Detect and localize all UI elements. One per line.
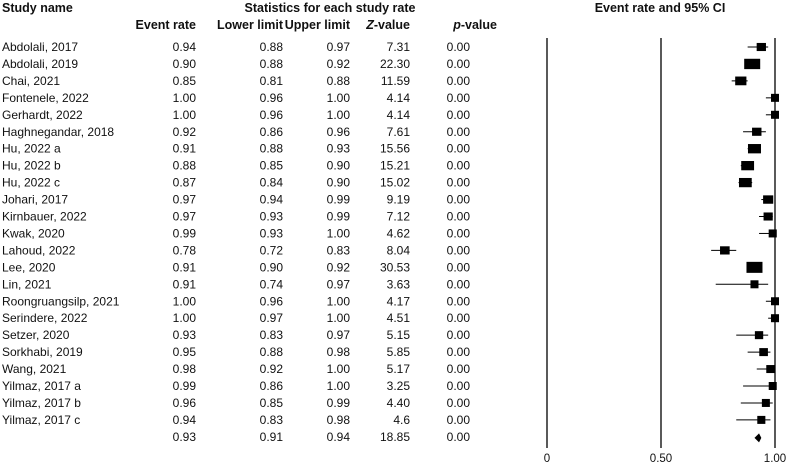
study-name: Kirnbauer, 2022 — [2, 209, 87, 224]
event-rate-cell: 0.91 — [172, 277, 196, 292]
upper-limit-cell: 0.92 — [326, 260, 350, 275]
upper-limit-cell: 0.97 — [326, 40, 350, 54]
z-value-cell: 4.6 — [393, 412, 410, 427]
event-rate-cell: 0.96 — [172, 395, 196, 410]
study-name: Abdolali, 2019 — [2, 56, 79, 71]
header-p-letter: p — [453, 18, 461, 32]
lower-limit-cell: 0.84 — [259, 175, 283, 190]
z-value-cell: 4.14 — [386, 107, 410, 122]
lower-limit-cell: 0.94 — [259, 192, 283, 207]
upper-limit-cell: 0.83 — [326, 243, 350, 258]
effect-marker — [771, 314, 779, 322]
z-value-cell: 4.40 — [386, 395, 410, 410]
effect-marker — [759, 348, 768, 356]
p-value-cell: 0.00 — [446, 141, 470, 156]
lower-limit-cell: 0.83 — [259, 328, 283, 343]
effect-marker — [771, 94, 779, 102]
z-value-cell: 30.53 — [379, 260, 410, 275]
lower-limit-cell: 0.88 — [259, 40, 283, 54]
lower-limit-cell: 0.83 — [259, 412, 283, 427]
upper-limit-cell: 1.00 — [326, 107, 350, 122]
lower-limit-cell: 0.92 — [259, 362, 283, 377]
upper-limit-cell: 1.00 — [326, 90, 350, 105]
lower-limit-cell: 0.90 — [259, 260, 283, 275]
z-value-cell: 15.56 — [379, 141, 410, 156]
z-value-cell: 9.19 — [386, 192, 410, 207]
lower-limit-cell: 0.91 — [259, 429, 283, 444]
upper-limit-cell: 1.00 — [326, 294, 350, 309]
upper-limit-cell: 0.99 — [326, 209, 350, 224]
p-value-cell: 0.00 — [446, 243, 470, 258]
event-rate-cell: 0.85 — [172, 73, 196, 88]
p-value-cell: 0.00 — [446, 124, 470, 139]
study-name: Chai, 2021 — [2, 73, 61, 88]
lower-limit-cell: 0.88 — [259, 56, 283, 71]
study-name: Haghnegandar, 2018 — [2, 124, 115, 139]
z-value-cell: 15.21 — [379, 158, 410, 173]
header-p-suffix: -value — [460, 18, 497, 32]
event-rate-cell: 0.94 — [172, 40, 196, 54]
p-value-cell: 0.00 — [446, 328, 470, 343]
effect-marker — [769, 229, 777, 237]
upper-limit-cell: 0.96 — [326, 124, 350, 139]
upper-limit-cell: 1.00 — [326, 379, 350, 393]
study-name: Wang, 2021 — [2, 362, 67, 377]
effect-marker — [771, 111, 779, 119]
p-value-cell: 0.00 — [446, 40, 470, 54]
study-name: Roongruangsilp, 2021 — [2, 294, 120, 309]
x-tick-label: 1.00 — [763, 453, 786, 465]
upper-limit-cell: 1.00 — [326, 226, 350, 241]
effect-marker — [739, 178, 752, 187]
p-value-cell: 0.00 — [446, 107, 470, 122]
z-value-cell: 22.30 — [379, 56, 410, 71]
effect-marker — [762, 399, 770, 407]
upper-limit-cell: 0.90 — [326, 175, 350, 190]
p-value-cell: 0.00 — [446, 429, 470, 444]
upper-limit-cell: 0.98 — [326, 345, 350, 360]
effect-marker — [748, 144, 761, 153]
p-value-cell: 0.00 — [446, 192, 470, 207]
upper-limit-cell: 0.90 — [326, 158, 350, 173]
lower-limit-cell: 0.96 — [259, 90, 283, 105]
upper-limit-cell: 0.99 — [326, 395, 350, 410]
summary-diamond — [754, 433, 761, 442]
study-name: Fontenele, 2022 — [2, 90, 89, 105]
event-rate-cell: 1.00 — [172, 107, 196, 122]
z-value-cell: 3.63 — [386, 277, 410, 292]
header-z-letter: Z — [366, 18, 374, 32]
upper-limit-cell: 0.98 — [326, 412, 350, 427]
p-value-cell: 0.00 — [446, 379, 470, 393]
header-p-value — [452, 18, 497, 32]
effect-marker — [771, 297, 779, 305]
z-value-cell: 4.17 — [386, 294, 410, 309]
z-value-cell: 15.02 — [379, 175, 410, 190]
header-upper-limit: Upper limit — [284, 18, 350, 32]
effect-marker — [720, 246, 730, 254]
p-value-cell: 0.00 — [446, 345, 470, 360]
study-name: Hu, 2022 c — [2, 175, 61, 190]
lower-limit-cell: 0.96 — [259, 294, 283, 309]
effect-marker — [744, 59, 760, 69]
lower-limit-cell: 0.97 — [259, 311, 283, 326]
header-z-suffix: -value — [373, 18, 410, 32]
p-value-cell: 0.00 — [446, 73, 470, 88]
z-value-cell: 4.51 — [386, 311, 410, 326]
event-rate-cell: 1.00 — [172, 311, 196, 326]
effect-marker — [735, 77, 746, 86]
p-value-cell: 0.00 — [446, 412, 470, 427]
study-name: Hu, 2022 b — [2, 158, 61, 173]
header-lower-limit: Lower limit — [217, 18, 283, 32]
event-rate-cell: 0.95 — [172, 345, 196, 360]
upper-limit-cell: 1.00 — [326, 311, 350, 326]
effect-marker — [764, 212, 773, 220]
effect-marker — [757, 416, 765, 424]
effect-marker — [750, 280, 758, 288]
p-value-cell: 0.00 — [446, 56, 470, 71]
study-rows — [2, 40, 779, 444]
z-value-cell: 7.12 — [386, 209, 410, 224]
study-name: Lee, 2020 — [2, 260, 56, 275]
effect-marker — [755, 331, 763, 339]
p-value-cell: 0.00 — [446, 226, 470, 241]
header-study-name: Study name — [2, 1, 73, 15]
effect-marker — [769, 382, 777, 390]
upper-limit-cell: 0.93 — [326, 141, 350, 156]
z-value-cell: 8.04 — [386, 243, 410, 258]
z-value-cell: 4.14 — [386, 90, 410, 105]
p-value-cell: 0.00 — [446, 209, 470, 224]
z-value-cell: 4.62 — [386, 226, 410, 241]
event-rate-cell: 0.90 — [172, 56, 196, 71]
effect-marker — [763, 195, 773, 203]
study-name: Setzer, 2020 — [2, 328, 70, 343]
lower-limit-cell: 0.88 — [259, 141, 283, 156]
lower-limit-cell: 0.96 — [259, 107, 283, 122]
event-rate-cell: 0.97 — [172, 192, 196, 207]
z-value-cell: 5.17 — [386, 362, 410, 377]
p-value-cell: 0.00 — [446, 277, 470, 292]
z-value-cell: 18.85 — [379, 429, 410, 444]
p-value-cell: 0.00 — [446, 395, 470, 410]
upper-limit-cell: 0.97 — [326, 277, 350, 292]
header-z-value — [365, 18, 410, 32]
study-name: Sorkhabi, 2019 — [2, 345, 83, 360]
event-rate-cell: 1.00 — [172, 294, 196, 309]
event-rate-cell: 0.92 — [172, 124, 196, 139]
event-rate-cell: 0.98 — [172, 362, 196, 377]
x-tick-label: 0.50 — [649, 453, 673, 465]
lower-limit-cell: 0.86 — [259, 379, 283, 393]
p-value-cell: 0.00 — [446, 260, 470, 275]
lower-limit-cell: 0.85 — [259, 395, 283, 410]
upper-limit-cell: 1.00 — [326, 362, 350, 377]
z-value-cell: 5.15 — [386, 328, 410, 343]
study-name: Lin, 2021 — [2, 277, 52, 292]
event-rate-cell: 0.97 — [172, 209, 196, 224]
study-name: Gerhardt, 2022 — [2, 107, 83, 122]
lower-limit-cell: 0.86 — [259, 124, 283, 139]
event-rate-cell: 0.88 — [172, 158, 196, 173]
event-rate-cell: 0.93 — [172, 429, 196, 444]
study-name: Kwak, 2020 — [2, 226, 65, 241]
z-value-cell: 7.31 — [386, 40, 410, 54]
effect-marker — [752, 128, 761, 136]
study-name: Johari, 2017 — [2, 192, 69, 207]
event-rate-cell: 1.00 — [172, 90, 196, 105]
study-name: Yilmaz, 2017 c — [2, 412, 81, 427]
study-name: Serindere, 2022 — [2, 311, 88, 326]
upper-limit-cell: 0.97 — [326, 328, 350, 343]
p-value-cell: 0.00 — [446, 175, 470, 190]
event-rate-cell: 0.99 — [172, 226, 196, 241]
upper-limit-cell: 0.88 — [326, 73, 350, 88]
effect-marker — [757, 43, 766, 51]
lower-limit-cell: 0.85 — [259, 158, 283, 173]
effect-marker — [741, 161, 754, 170]
event-rate-cell: 0.99 — [172, 379, 196, 393]
p-value-cell: 0.00 — [446, 311, 470, 326]
p-value-cell: 0.00 — [446, 362, 470, 377]
p-value-cell: 0.00 — [446, 158, 470, 173]
event-rate-cell: 0.87 — [172, 175, 196, 190]
upper-limit-cell: 0.92 — [326, 56, 350, 71]
event-rate-cell: 0.93 — [172, 328, 196, 343]
header-plot-title: Event rate and 95% CI — [594, 1, 726, 15]
p-value-cell: 0.00 — [446, 90, 470, 105]
study-name: Lahoud, 2022 — [2, 243, 76, 258]
upper-limit-cell: 0.94 — [326, 429, 350, 444]
header-event-rate: Event rate — [135, 18, 196, 32]
z-value-cell: 3.25 — [386, 379, 410, 393]
event-rate-cell: 0.78 — [172, 243, 196, 258]
effect-marker — [746, 262, 762, 273]
z-value-cell: 7.61 — [386, 124, 410, 139]
study-name: Hu, 2022 a — [2, 141, 61, 156]
lower-limit-cell: 0.88 — [259, 345, 283, 360]
lower-limit-cell: 0.72 — [259, 243, 283, 258]
z-value-cell: 5.85 — [386, 345, 410, 360]
event-rate-cell: 0.94 — [172, 412, 196, 427]
study-name: Yilmaz, 2017 b — [2, 395, 81, 410]
event-rate-cell: 0.91 — [172, 141, 196, 156]
effect-marker — [766, 365, 774, 373]
event-rate-cell: 0.91 — [172, 260, 196, 275]
x-tick-label: 0 — [543, 453, 551, 465]
header-statistics: Statistics for each study rate — [244, 1, 416, 15]
upper-limit-cell: 0.99 — [326, 192, 350, 207]
lower-limit-cell: 0.93 — [259, 226, 283, 241]
lower-limit-cell: 0.93 — [259, 209, 283, 224]
study-name: Abdolali, 2017 — [2, 40, 79, 54]
study-name: Yilmaz, 2017 a — [2, 379, 81, 393]
z-value-cell: 11.59 — [380, 73, 410, 88]
lower-limit-cell: 0.81 — [259, 73, 283, 88]
lower-limit-cell: 0.74 — [259, 277, 283, 292]
p-value-cell: 0.00 — [446, 294, 470, 309]
